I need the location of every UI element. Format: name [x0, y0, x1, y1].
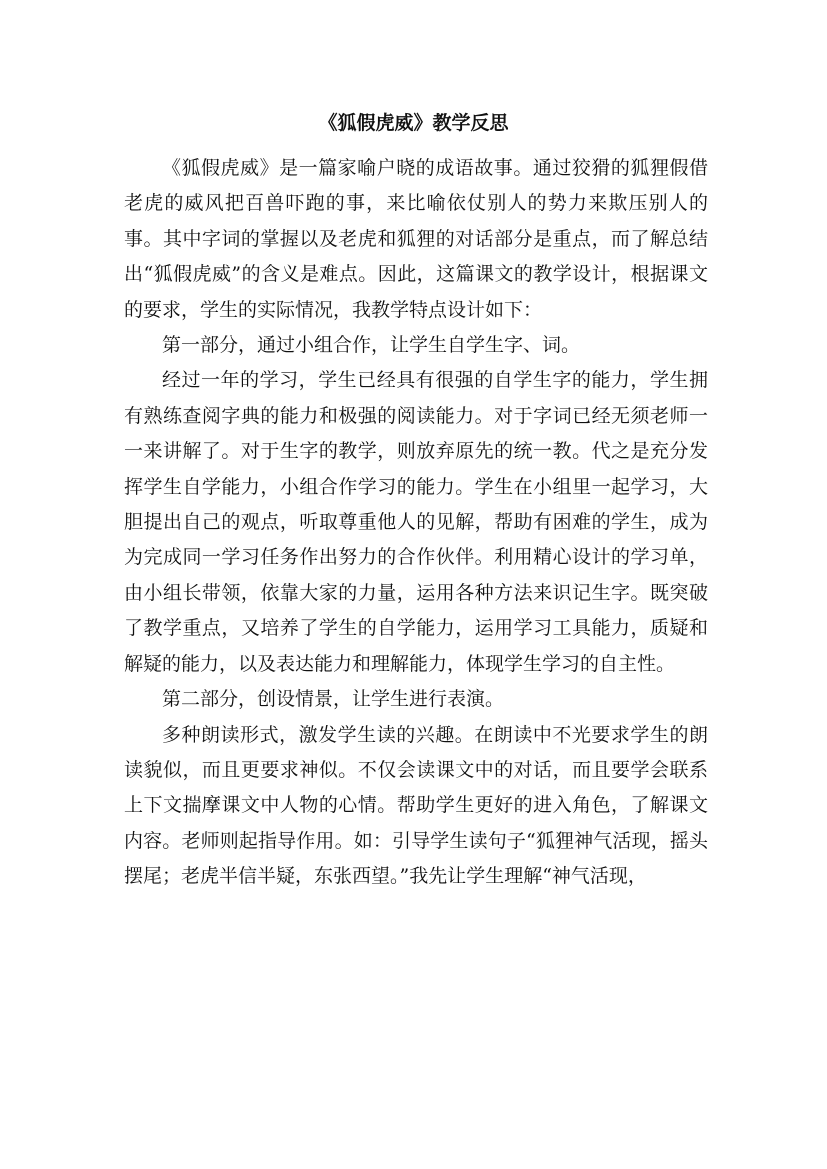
paragraph-part-one-heading: 第一部分，通过小组合作，让学生自学生字、词。	[162, 334, 581, 357]
paragraph-part-two-body: 多种朗读形式，激发学生读的兴趣。在朗读中不光要求学生的朗读貌似，而且更要求神似。不仅会读课文中的对话，而且要学会联系上下文揣摩课文中人物的心情。帮助学生更好的进入角色，了解课文内容。老师则起指导作用。如：引导学生读句子“狐狸神气活现，摇头摆尾；老虎半信半疑，东张西望。”我先让学生理解“神气活现，	[124, 723, 708, 888]
paragraph-intro: 《狐假虎威》是一篇家喻户晓的成语故事。通过狡猾的狐狸假借老虎的威风把百兽吓跑的事，来比喻依仗别人的势力来欺压别人的事。其中字词的掌握以及老虎和狐狸的对话部分是重点，而了解总结出“狐假虎威”的含义是难点。因此，这篇课文的教学设计，根据课文的要求，学生的实际情况，我教学特点设计如下：	[124, 157, 708, 321]
paragraph-part-two-heading: 第二部分，创设情景，让学生进行表演。	[162, 688, 505, 711]
paragraph-part-one-body: 经过一年的学习，学生已经具有很强的自学生字的能力，学生拥有熟练查阅字典的能力和极强的阅读能力。对于字词已经无须老师一一来讲解了。对于生字的教学，则放弃原先的统一教。代之是充分发挥学生自学能力，小组合作学习的能力。学生在小组里一起学习，大胆提出自己的观点，听取尊重他人的见解，帮助有困难的学生，成为为完成同一学习任务作出努力的合作伙伴。利用精心设计的学习单，由小组长带领，依靠大家的力量，运用各种方法来识记生字。既突破了教学重点，又培养了学生的自学能力，运用学习工具能力，质疑和解疑的能力，以及表达能力和理解能力，体现学生学习的自主性。	[124, 369, 708, 675]
document-body	[124, 151, 708, 895]
document-title: 《狐假虎威》教学反思	[318, 112, 509, 134]
